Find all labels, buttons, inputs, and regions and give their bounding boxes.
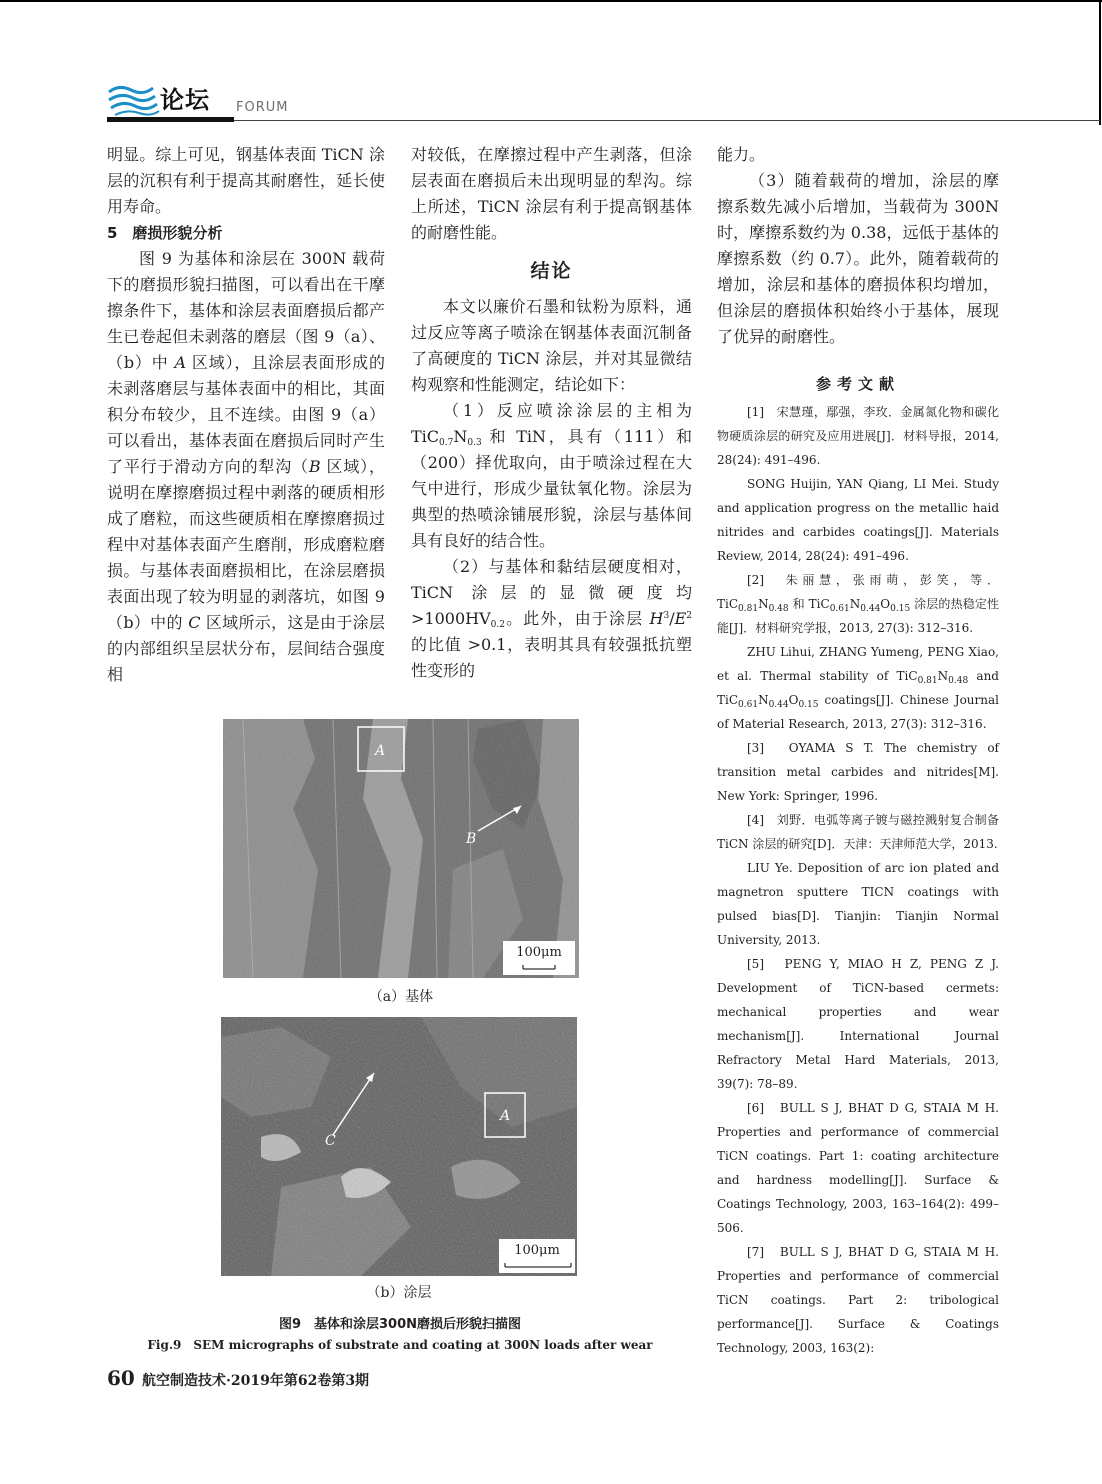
logo-text: 论坛 — [160, 85, 210, 114]
column-2 — [411, 142, 692, 684]
reference-2-cn: [2] 朱丽慧，张雨萌，彭笑，等．$TiC_{0.81}N_{0.48}$ 和 $TiC_{0.61}N_{0.44}O_{0.15}$ 涂层的热稳定性能[J]．材料研究学报，2013, 27(3): 312–316. — [717, 573, 999, 635]
figure-9-caption-en: Fig.9 SEM micrographs of substrate and coating at 300N loads after wear — [147, 1338, 653, 1352]
reference-3: [3] OYAMA S T. The chemistry of transition metal carbides and nitrides[M]. New York: Springer, 1996. — [717, 741, 999, 803]
fig-b-label-A: A — [500, 1108, 511, 1124]
fig-b-scale-bar: 100μm — [514, 1243, 560, 1258]
reference-7: [7] BULL S J, BHAT D G, STAIA M H. Properties and performance of commercial TiCN coatings. Part 2: tribological performance[J]. Surface & Coatings Technology, 2003, 163(2): — [717, 1245, 999, 1355]
col3-paragraph-1: 能力。 — [717, 145, 766, 164]
top-border — [0, 0, 1102, 2]
fig-a-label-A: A — [375, 743, 386, 759]
conclusion-item-3: （3）随着载荷的增加，涂层的摩擦系数先减小后增加，当载荷为 300N 时，摩擦系数约为 0.38，远低于基体的摩擦系数（约 0.7）。此外，随着载荷的增加，涂层和基体的磨损体积均增加，但涂层的磨损体积始终小于基体，展现了优异的耐磨性。 — [717, 171, 999, 346]
references-list — [717, 400, 999, 1360]
fig-b-caption: （b）涂层 — [366, 1285, 432, 1301]
col2-paragraph-2: 本文以廉价石墨和钛粉为原料，通过反应等离子喷涂在钢基体表面沉制备了高硬度的 TiCN 涂层，并对其显微结构观察和性能测定，结论如下： — [411, 297, 692, 394]
forum-label: FORUM — [236, 100, 289, 115]
figure-9-caption-cn: 图9 基体和涂层300N磨损后形貌扫描图 — [278, 1317, 522, 1332]
header-rule-thin — [234, 120, 1100, 121]
references-heading: 参考文献 — [815, 375, 900, 393]
header-rule-thick — [107, 117, 234, 122]
reference-1-en: SONG Huijin, YAN Qiang, LI Mei. Study and application progress on the metallic haid nitrides and carbides coatings[J]. Materials Review, 2014, 28(24): 491–496. — [717, 477, 999, 563]
column-3 — [717, 142, 999, 1360]
conclusion-item-1: （1）反应喷涂涂层的主相为 $TiC_{0.7}N_{0.3}$ 和 TiN，具有（111）和（200）择优取向，由于喷涂过程在大气中进行，形成少量钛氧化物。涂层为典型的热喷涂铺展形貌，涂层与基体间具有良好的结合性。 — [411, 401, 692, 550]
conclusion-item-2: （2）与基体和黏结层硬度相对，TiCN 涂层的显微硬度均 $>1000HV_{0.2}$。此外，由于涂层 $H^3/E^2$ 的比值 >0.1，表明其具有较强抵抗塑性变形的 — [411, 557, 692, 680]
col1-paragraph-2: 图 9 为基体和涂层在 300N 载荷下的磨损形貌扫描图，可以看出在干摩擦条件下，基体和涂层表面磨损后都产生已卷起但未剥落的磨层（图 9（a）、（b）中 A 区域），且涂层表面形成的未剥落磨层与基体表面中的相比，其面积分布较少，且不连续。由图 9（a）可以看出，基体表面在磨损后同时产生了平行于滑动方向的犁沟（B 区域），说明在摩擦磨损过程中剥落的硬质相形成了磨粒，而这些硬质相在摩擦磨损过程中对基体表面产生磨削，形成磨粒磨损。与基体表面磨损相比，在涂层磨损表面出现了较为明显的剥落坑，如图 9（b）中的 C 区域所示，这是由于涂层的内部组织呈层状分布，层间结合强度相 — [107, 249, 385, 684]
journal-footer: 航空制造技术·2019年第62卷第3期 — [142, 1373, 370, 1389]
conclusion-heading: 结论 — [530, 260, 573, 282]
col2-paragraph-1: 对较低，在摩擦过程中产生剥落，但涂层表面在磨损后未出现明显的犁沟。综上所述，TiCN 涂层有利于提高钢基体的耐磨性能。 — [411, 145, 692, 242]
section-5-heading: 5 磨损形貌分析 — [107, 224, 223, 242]
reference-2-en: ZHU Lihui, ZHANG Yumeng, PENG Xiao, et al. Thermal stability of $TiC_{0.81}N_{0.48}$ and $TiC_{0.61}N_{0.44}O_{0.15}$ coatings[J]. Chinese Journal of Material Research, 2013, 27(3): 312–316. — [717, 645, 999, 731]
fig-b-label-C: C — [325, 1133, 336, 1149]
page-number: 60 — [107, 1366, 135, 1390]
column-1 — [107, 142, 385, 688]
reference-5: [5] PENG Y, MIAO H Z, PENG Z J. Development of TiCN-based cermets: mechanical properties and wear mechanism[J]. International Journal Refractory Metal Hard Materials, 2013, 39(7): 78–89. — [717, 957, 999, 1091]
sem-image-substrate — [223, 719, 579, 978]
fig-a-caption: （a）基体 — [368, 989, 434, 1005]
sem-image-coating — [221, 1017, 577, 1276]
reference-6: [6] BULL S J, BHAT D G, STAIA M H. Properties and performance of commercial TiCN coatings. Part 1: coating architecture and hardness modelling[J]. Surface & Coatings Technology, 2003, 163–164(2): 499–506. — [717, 1101, 999, 1235]
right-border — [1099, 0, 1101, 125]
col1-paragraph-1: 明显。综上可见，钢基体表面 TiCN 涂层的沉积有利于提高其耐磨性，延长使用寿命。 — [107, 145, 385, 216]
reference-4-cn: [4] 刘野．电弧等离子镀与磁控溅射复合制备 TiCN 涂层的研究[D]．天津：天津师范大学，2013. — [717, 813, 999, 851]
fig-a-label-B: B — [466, 831, 477, 847]
reference-4-en: LIU Ye. Deposition of arc ion plated and magnetron sputtere TICN coatings with pulsed bias[D]. Tianjin: Tianjin Normal University, 2013. — [717, 861, 999, 947]
fig-a-scale-bar: 100μm — [516, 945, 562, 960]
reference-1-cn: [1] 宋慧瑾，鄢强，李玫．金属氮化物和碳化物硬质涂层的研究及应用进展[J]．材料导报，2014, 28(24): 491–496. — [717, 405, 999, 467]
